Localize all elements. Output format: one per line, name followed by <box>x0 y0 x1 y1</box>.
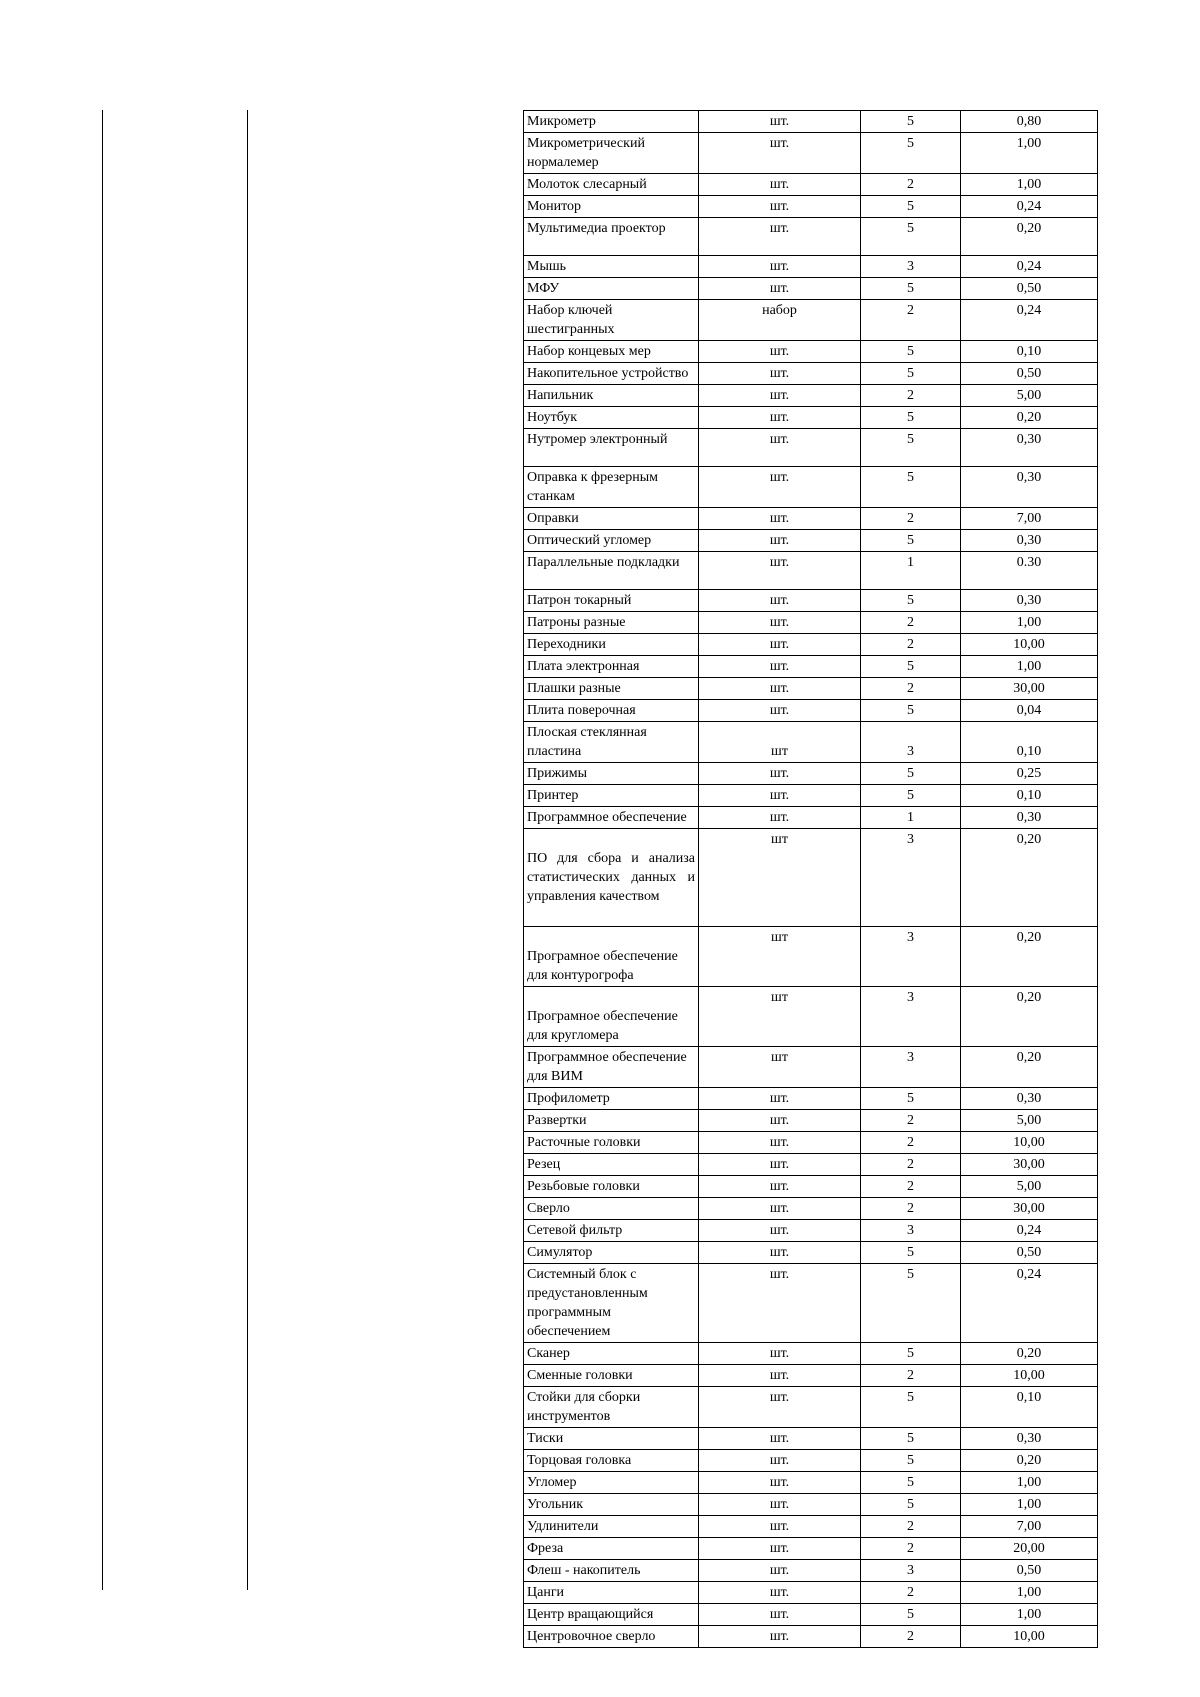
quantity-cell: 5 <box>861 1472 961 1494</box>
quantity-cell: 5 <box>861 278 961 300</box>
unit-cell: шт. <box>699 1198 861 1220</box>
item-name-cell: Резьбовые головки <box>524 1176 699 1198</box>
table-row <box>524 1387 1098 1428</box>
item-name-cell: Удлинители <box>524 1516 699 1538</box>
unit-cell: шт. <box>699 1264 861 1343</box>
quantity-cell: 5 <box>861 1428 961 1450</box>
item-name-cell: Нутромер электронный <box>524 429 699 467</box>
unit-cell: шт. <box>699 111 861 133</box>
quantity-cell: 5 <box>861 133 961 174</box>
value-cell: 10,00 <box>961 1626 1098 1648</box>
quantity-cell: 1 <box>861 807 961 829</box>
item-name-cell: Развертки <box>524 1110 699 1132</box>
value-cell: 0,30 <box>961 467 1098 508</box>
unit-cell: шт. <box>699 590 861 612</box>
unit-cell: шт. <box>699 363 861 385</box>
unit-cell: шт. <box>699 1176 861 1198</box>
unit-cell: шт. <box>699 1387 861 1428</box>
quantity-cell: 2 <box>861 1365 961 1387</box>
item-name-cell: Программное обеспечение для ВИМ <box>524 1047 699 1088</box>
item-name-cell: Программное обеспечение <box>524 807 699 829</box>
unit-cell: шт. <box>699 1132 861 1154</box>
item-name-cell: Оправка к фрезерным станкам <box>524 467 699 508</box>
value-cell: 0,80 <box>961 111 1098 133</box>
item-name-cell: Програмное обеспечение для контурогрофа <box>524 927 699 987</box>
value-cell: 0,30 <box>961 1428 1098 1450</box>
value-cell: 0,20 <box>961 218 1098 256</box>
unit-cell: шт <box>699 927 861 987</box>
table-row <box>524 133 1098 174</box>
unit-cell: набор <box>699 300 861 341</box>
quantity-cell: 5 <box>861 1387 961 1428</box>
quantity-cell: 2 <box>861 1582 961 1604</box>
table-row <box>524 590 1098 612</box>
value-cell: 0,20 <box>961 987 1098 1047</box>
table-row <box>524 700 1098 722</box>
value-cell: 5,00 <box>961 1176 1098 1198</box>
table-row <box>524 300 1098 341</box>
table-row <box>524 1264 1098 1343</box>
table-row <box>524 1088 1098 1110</box>
unit-cell: шт. <box>699 1110 861 1132</box>
table-row <box>524 341 1098 363</box>
item-name-cell: Флеш - накопитель <box>524 1560 699 1582</box>
item-name-cell: Плита поверочная <box>524 700 699 722</box>
quantity-cell: 3 <box>861 256 961 278</box>
item-name-cell: Сменные головки <box>524 1365 699 1387</box>
quantity-cell: 2 <box>861 1132 961 1154</box>
item-name-cell: Накопительное устройство <box>524 363 699 385</box>
quantity-cell: 5 <box>861 429 961 467</box>
unit-cell: шт. <box>699 807 861 829</box>
quantity-cell: 2 <box>861 1154 961 1176</box>
value-cell: 10,00 <box>961 634 1098 656</box>
quantity-cell: 5 <box>861 1450 961 1472</box>
table-row <box>524 363 1098 385</box>
value-cell: 7,00 <box>961 508 1098 530</box>
quantity-cell: 2 <box>861 612 961 634</box>
table-row <box>524 508 1098 530</box>
value-cell: 5,00 <box>961 1110 1098 1132</box>
item-name-cell: Тиски <box>524 1428 699 1450</box>
quantity-cell: 2 <box>861 508 961 530</box>
quantity-cell: 2 <box>861 1198 961 1220</box>
value-cell: 0,50 <box>961 278 1098 300</box>
unit-cell: шт. <box>699 612 861 634</box>
unit-cell: шт. <box>699 1472 861 1494</box>
value-cell: 0,30 <box>961 429 1098 467</box>
quantity-cell: 5 <box>861 785 961 807</box>
table-row <box>524 1450 1098 1472</box>
unit-cell: шт. <box>699 256 861 278</box>
unit-cell: шт. <box>699 700 861 722</box>
item-name-cell: Стойки для сборки инструментов <box>524 1387 699 1428</box>
quantity-cell: 2 <box>861 1110 961 1132</box>
quantity-cell: 3 <box>861 927 961 987</box>
table-row <box>524 1132 1098 1154</box>
unit-cell: шт. <box>699 508 861 530</box>
table-row <box>524 785 1098 807</box>
item-name-cell: Патрон токарный <box>524 590 699 612</box>
item-name-cell: Набор ключей шестигранных <box>524 300 699 341</box>
value-cell: 0,24 <box>961 256 1098 278</box>
quantity-cell: 5 <box>861 341 961 363</box>
value-cell: 20,00 <box>961 1538 1098 1560</box>
table-row <box>524 467 1098 508</box>
table-row <box>524 1538 1098 1560</box>
table-row <box>524 1047 1098 1088</box>
table-row <box>524 1220 1098 1242</box>
value-cell: 0,10 <box>961 722 1098 763</box>
left-border-line <box>102 110 103 1590</box>
quantity-cell: 5 <box>861 363 961 385</box>
table-row <box>524 634 1098 656</box>
quantity-cell: 5 <box>861 1242 961 1264</box>
value-cell: 0,30 <box>961 590 1098 612</box>
quantity-cell: 5 <box>861 196 961 218</box>
quantity-cell: 3 <box>861 987 961 1047</box>
value-cell: 0,10 <box>961 1387 1098 1428</box>
value-cell: 0,30 <box>961 807 1098 829</box>
item-name-cell: Симулятор <box>524 1242 699 1264</box>
unit-cell: шт. <box>699 1154 861 1176</box>
item-name-cell: Центровочное сверло <box>524 1626 699 1648</box>
table-row <box>524 256 1098 278</box>
quantity-cell: 2 <box>861 300 961 341</box>
table-row <box>524 1176 1098 1198</box>
unit-cell: шт. <box>699 218 861 256</box>
table-row <box>524 1428 1098 1450</box>
quantity-cell: 5 <box>861 656 961 678</box>
item-name-cell: Принтер <box>524 785 699 807</box>
item-name-cell: Плашки разные <box>524 678 699 700</box>
unit-cell: шт. <box>699 196 861 218</box>
unit-cell: шт <box>699 987 861 1047</box>
quantity-cell: 3 <box>861 1560 961 1582</box>
item-name-cell: Плата электронная <box>524 656 699 678</box>
unit-cell: шт. <box>699 785 861 807</box>
quantity-cell: 5 <box>861 1264 961 1343</box>
quantity-cell: 5 <box>861 467 961 508</box>
unit-cell: шт. <box>699 407 861 429</box>
unit-cell: шт. <box>699 1428 861 1450</box>
table-row <box>524 407 1098 429</box>
unit-cell: шт. <box>699 678 861 700</box>
quantity-cell: 2 <box>861 678 961 700</box>
table-row <box>524 722 1098 763</box>
unit-cell: шт. <box>699 174 861 196</box>
item-name-cell: Набор концевых мер <box>524 341 699 363</box>
quantity-cell: 2 <box>861 1516 961 1538</box>
item-name-cell: Сверло <box>524 1198 699 1220</box>
table-row <box>524 385 1098 407</box>
value-cell: 0,20 <box>961 1450 1098 1472</box>
column-divider-line <box>247 110 248 1590</box>
item-name-cell: Параллельные подкладки <box>524 552 699 590</box>
unit-cell: шт. <box>699 1343 861 1365</box>
table-row <box>524 1582 1098 1604</box>
quantity-cell: 5 <box>861 1343 961 1365</box>
quantity-cell: 3 <box>861 1220 961 1242</box>
table-row <box>524 174 1098 196</box>
quantity-cell: 5 <box>861 1088 961 1110</box>
table-row <box>524 1604 1098 1626</box>
value-cell: 1,00 <box>961 612 1098 634</box>
value-cell: 0,30 <box>961 530 1098 552</box>
item-name-cell: Монитор <box>524 196 699 218</box>
value-cell: 0.30 <box>961 552 1098 590</box>
table-row <box>524 552 1098 590</box>
unit-cell: шт <box>699 1047 861 1088</box>
quantity-cell: 2 <box>861 174 961 196</box>
item-name-cell: Цанги <box>524 1582 699 1604</box>
unit-cell: шт. <box>699 385 861 407</box>
value-cell: 1,00 <box>961 1604 1098 1626</box>
item-name-cell: Програмное обеспечение для кругломера <box>524 987 699 1047</box>
item-name-cell: Оправки <box>524 508 699 530</box>
value-cell: 1,00 <box>961 1472 1098 1494</box>
quantity-cell: 3 <box>861 722 961 763</box>
item-name-cell: Ноутбук <box>524 407 699 429</box>
quantity-cell: 1 <box>861 552 961 590</box>
table-row <box>524 1516 1098 1538</box>
item-name-cell: МФУ <box>524 278 699 300</box>
unit-cell: шт. <box>699 133 861 174</box>
table-row <box>524 1198 1098 1220</box>
quantity-cell: 5 <box>861 590 961 612</box>
item-name-cell: Сетевой фильтр <box>524 1220 699 1242</box>
table-row <box>524 1154 1098 1176</box>
quantity-cell: 5 <box>861 218 961 256</box>
value-cell: 7,00 <box>961 1516 1098 1538</box>
quantity-cell: 2 <box>861 385 961 407</box>
value-cell: 0,50 <box>961 363 1098 385</box>
quantity-cell: 3 <box>861 1047 961 1088</box>
item-name-cell: Торцовая головка <box>524 1450 699 1472</box>
value-cell: 0,50 <box>961 1242 1098 1264</box>
item-name-cell: Мышь <box>524 256 699 278</box>
item-name-cell: Фреза <box>524 1538 699 1560</box>
item-name-cell: Напильник <box>524 385 699 407</box>
quantity-cell: 3 <box>861 829 961 927</box>
unit-cell: шт. <box>699 278 861 300</box>
item-name-cell: Переходники <box>524 634 699 656</box>
value-cell: 5,00 <box>961 385 1098 407</box>
quantity-cell: 5 <box>861 407 961 429</box>
value-cell: 0,10 <box>961 785 1098 807</box>
item-name-cell: Плоская стеклянная пластина <box>524 722 699 763</box>
value-cell: 0,20 <box>961 407 1098 429</box>
table-row <box>524 612 1098 634</box>
table-row <box>524 1494 1098 1516</box>
table-row <box>524 1472 1098 1494</box>
quantity-cell: 5 <box>861 763 961 785</box>
quantity-cell: 5 <box>861 700 961 722</box>
unit-cell: шт. <box>699 1560 861 1582</box>
unit-cell: шт. <box>699 1494 861 1516</box>
table-row <box>524 196 1098 218</box>
table-row <box>524 218 1098 256</box>
value-cell: 0,20 <box>961 1343 1098 1365</box>
quantity-cell: 5 <box>861 530 961 552</box>
unit-cell: шт. <box>699 1538 861 1560</box>
item-name-cell: Угольник <box>524 1494 699 1516</box>
value-cell: 1,00 <box>961 1494 1098 1516</box>
unit-cell: шт. <box>699 1220 861 1242</box>
table-row <box>524 1365 1098 1387</box>
value-cell: 0,24 <box>961 196 1098 218</box>
item-name-cell: Резец <box>524 1154 699 1176</box>
table-row <box>524 927 1098 987</box>
unit-cell: шт. <box>699 763 861 785</box>
unit-cell: шт. <box>699 1604 861 1626</box>
table-row <box>524 656 1098 678</box>
unit-cell: шт. <box>699 1365 861 1387</box>
item-name-cell: Угломер <box>524 1472 699 1494</box>
table-row <box>524 429 1098 467</box>
unit-cell: шт. <box>699 429 861 467</box>
table-row <box>524 278 1098 300</box>
value-cell: 30,00 <box>961 1198 1098 1220</box>
unit-cell: шт. <box>699 1088 861 1110</box>
value-cell: 0,25 <box>961 763 1098 785</box>
table-row <box>524 807 1098 829</box>
unit-cell: шт. <box>699 1516 861 1538</box>
equipment-table <box>523 110 1098 1648</box>
value-cell: 1,00 <box>961 656 1098 678</box>
table-row <box>524 1110 1098 1132</box>
table-row <box>524 1560 1098 1582</box>
table-row <box>524 763 1098 785</box>
unit-cell: шт. <box>699 341 861 363</box>
quantity-cell: 2 <box>861 1538 961 1560</box>
unit-cell: шт. <box>699 1242 861 1264</box>
item-name-cell: Сканер <box>524 1343 699 1365</box>
value-cell: 1,00 <box>961 1582 1098 1604</box>
table-row <box>524 530 1098 552</box>
unit-cell: шт. <box>699 467 861 508</box>
unit-cell: шт. <box>699 634 861 656</box>
value-cell: 10,00 <box>961 1365 1098 1387</box>
item-name-cell: ПО для сбора и анализа статистических данных и управления качеством <box>524 829 699 927</box>
value-cell: 0,30 <box>961 1088 1098 1110</box>
quantity-cell: 2 <box>861 634 961 656</box>
item-name-cell: Центр вращающийся <box>524 1604 699 1626</box>
value-cell: 1,00 <box>961 174 1098 196</box>
item-name-cell: Расточные головки <box>524 1132 699 1154</box>
value-cell: 0,20 <box>961 927 1098 987</box>
value-cell: 10,00 <box>961 1132 1098 1154</box>
item-name-cell: Молоток слесарный <box>524 174 699 196</box>
equipment-table-body <box>524 111 1098 1648</box>
value-cell: 0,24 <box>961 1264 1098 1343</box>
quantity-cell: 5 <box>861 1494 961 1516</box>
unit-cell: шт. <box>699 552 861 590</box>
quantity-cell: 2 <box>861 1626 961 1648</box>
value-cell: 0,24 <box>961 1220 1098 1242</box>
quantity-cell: 5 <box>861 1604 961 1626</box>
value-cell: 1,00 <box>961 133 1098 174</box>
table-row <box>524 1242 1098 1264</box>
item-name-cell: Мультимедиа проектор <box>524 218 699 256</box>
item-name-cell: Профилометр <box>524 1088 699 1110</box>
unit-cell: шт. <box>699 656 861 678</box>
unit-cell: шт <box>699 722 861 763</box>
unit-cell: шт. <box>699 1582 861 1604</box>
table-row <box>524 678 1098 700</box>
table-row <box>524 987 1098 1047</box>
value-cell: 0,24 <box>961 300 1098 341</box>
item-name-cell: Прижимы <box>524 763 699 785</box>
item-name-cell: Системный блок с предустановленным программным обеспечением <box>524 1264 699 1343</box>
value-cell: 0,20 <box>961 829 1098 927</box>
quantity-cell: 5 <box>861 111 961 133</box>
unit-cell: шт. <box>699 1450 861 1472</box>
value-cell: 0,10 <box>961 341 1098 363</box>
unit-cell: шт <box>699 829 861 927</box>
value-cell: 0,50 <box>961 1560 1098 1582</box>
unit-cell: шт. <box>699 530 861 552</box>
value-cell: 30,00 <box>961 678 1098 700</box>
unit-cell: шт. <box>699 1626 861 1648</box>
table-row <box>524 111 1098 133</box>
table-row <box>524 1626 1098 1648</box>
value-cell: 30,00 <box>961 1154 1098 1176</box>
item-name-cell: Патроны разные <box>524 612 699 634</box>
value-cell: 0,04 <box>961 700 1098 722</box>
item-name-cell: Оптический угломер <box>524 530 699 552</box>
item-name-cell: Микрометрический нормалемер <box>524 133 699 174</box>
table-row <box>524 829 1098 927</box>
table-row <box>524 1343 1098 1365</box>
quantity-cell: 2 <box>861 1176 961 1198</box>
value-cell: 0,20 <box>961 1047 1098 1088</box>
item-name-cell: Микрометр <box>524 111 699 133</box>
